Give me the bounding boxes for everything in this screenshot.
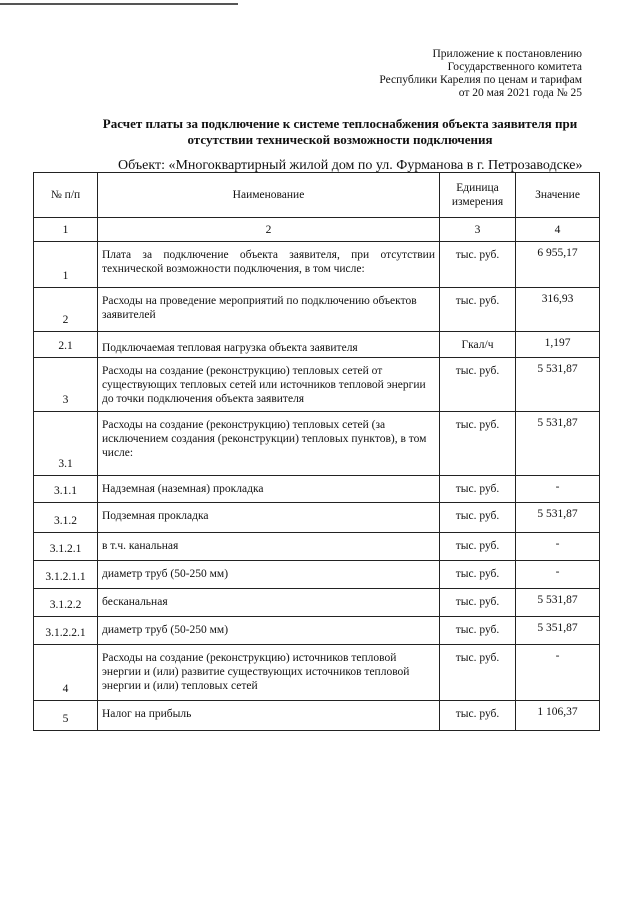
header-value: Значение [516, 173, 600, 218]
row-value: 5 531,87 [516, 358, 600, 412]
document-title [60, 116, 620, 148]
row-name: диаметр труб (50-250 мм) [98, 561, 440, 589]
table-row [34, 503, 600, 533]
row-unit: тыс. руб. [440, 288, 516, 332]
header-num: № п/п [34, 173, 98, 218]
row-num: 3.1.2.1.1 [34, 561, 98, 589]
table-row [34, 701, 600, 731]
row-num: 1 [34, 242, 98, 288]
table-row [34, 645, 600, 701]
row-unit: тыс. руб. [440, 701, 516, 731]
row-value: 6 955,17 [516, 242, 600, 288]
title-line-2: отсутствии технической возможности подключения [187, 132, 493, 147]
table-row [34, 589, 600, 617]
row-unit: тыс. руб. [440, 242, 516, 288]
header-row [34, 173, 600, 218]
row-value: 5 351,87 [516, 617, 600, 645]
row-unit: тыс. руб. [440, 589, 516, 617]
title-line-1: Расчет платы за подключение к системе теплоснабжения объекта заявителя при [102, 116, 578, 131]
table-row [34, 288, 600, 332]
row-num: 3.1.2.2.1 [34, 617, 98, 645]
row-name: в т.ч. канальная [98, 533, 440, 561]
row-unit: тыс. руб. [440, 645, 516, 701]
row-unit: тыс. руб. [440, 561, 516, 589]
row-value: 5 531,87 [516, 412, 600, 476]
row-name: Расходы на создание (реконструкцию) тепловых сетей от существующих тепловых сетей или источников тепловой энергии до точки подключения объекта заявителя [98, 358, 440, 412]
row-value: 1,197 [516, 332, 600, 358]
row-name: Расходы на создание (реконструкцию) тепловых сетей (за исключением создания (реконструкции) тепловых пунктов), в том числе: [98, 412, 440, 476]
row-name: Подземная прокладка [98, 503, 440, 533]
table-row [34, 476, 600, 503]
appendix-line-2: Государственного комитета [447, 61, 582, 73]
row-num: 3.1.2 [34, 503, 98, 533]
appendix-note [322, 48, 582, 100]
row-unit: тыс. руб. [440, 617, 516, 645]
row-name: бесканальная [98, 589, 440, 617]
row-value: 5 531,87 [516, 589, 600, 617]
row-value: - [516, 645, 600, 701]
table-row [34, 358, 600, 412]
row-name: Подключаемая тепловая нагрузка объекта заявителя [98, 332, 440, 358]
appendix-line-3: Республики Карелия по ценам и тарифам [379, 74, 582, 86]
row-num: 3.1.2.2 [34, 589, 98, 617]
row-value: 5 531,87 [516, 503, 600, 533]
row-name: Расходы на проведение мероприятий по подключению объектов заявителей [98, 288, 440, 332]
row-unit: тыс. руб. [440, 533, 516, 561]
row-num: 2.1 [34, 332, 98, 358]
row-value: - [516, 476, 600, 503]
row-num: 3.1 [34, 412, 98, 476]
column-number: 1 [34, 218, 98, 242]
column-number: 2 [98, 218, 440, 242]
row-name: Расходы на создание (реконструкцию) источников тепловой энергии и (или) развитие существующих источников тепловой энергии и (или) тепловых сетей [98, 645, 440, 701]
appendix-line-1: Приложение к постановлению [432, 48, 582, 60]
row-num: 3.1.2.1 [34, 533, 98, 561]
row-unit: тыс. руб. [440, 358, 516, 412]
table-row [34, 533, 600, 561]
row-unit: тыс. руб. [440, 412, 516, 476]
row-value: 316,93 [516, 288, 600, 332]
header-name: Наименование [98, 173, 440, 218]
appendix-line-4: от 20 мая 2021 года № 25 [458, 87, 582, 99]
table-row [34, 242, 600, 288]
row-name: Надземная (наземная) прокладка [98, 476, 440, 503]
top-rule [0, 3, 238, 5]
table-row [34, 617, 600, 645]
row-value: 1 106,37 [516, 701, 600, 731]
row-unit: тыс. руб. [440, 503, 516, 533]
column-number-row [34, 218, 600, 242]
row-num: 4 [34, 645, 98, 701]
table-row [34, 412, 600, 476]
row-value: - [516, 561, 600, 589]
row-num: 2 [34, 288, 98, 332]
row-unit: тыс. руб. [440, 476, 516, 503]
row-name: диаметр труб (50-250 мм) [98, 617, 440, 645]
row-value: - [516, 533, 600, 561]
header-unit: Единица измерения [440, 173, 516, 218]
column-number: 3 [440, 218, 516, 242]
row-num: 5 [34, 701, 98, 731]
row-num: 3.1.1 [34, 476, 98, 503]
row-name: Плата за подключение объекта заявителя, при отсутствии технической возможности подключения, в том числе: [98, 242, 440, 288]
row-num: 3 [34, 358, 98, 412]
calculation-table [33, 172, 600, 731]
row-unit: Гкал/ч [440, 332, 516, 358]
table-row [34, 332, 600, 358]
object-caption: Объект: «Многоквартирный жилой дом по ул. Фурманова в г. Петрозаводске» [118, 158, 583, 173]
row-name: Налог на прибыль [98, 701, 440, 731]
table-row [34, 561, 600, 589]
column-number: 4 [516, 218, 600, 242]
